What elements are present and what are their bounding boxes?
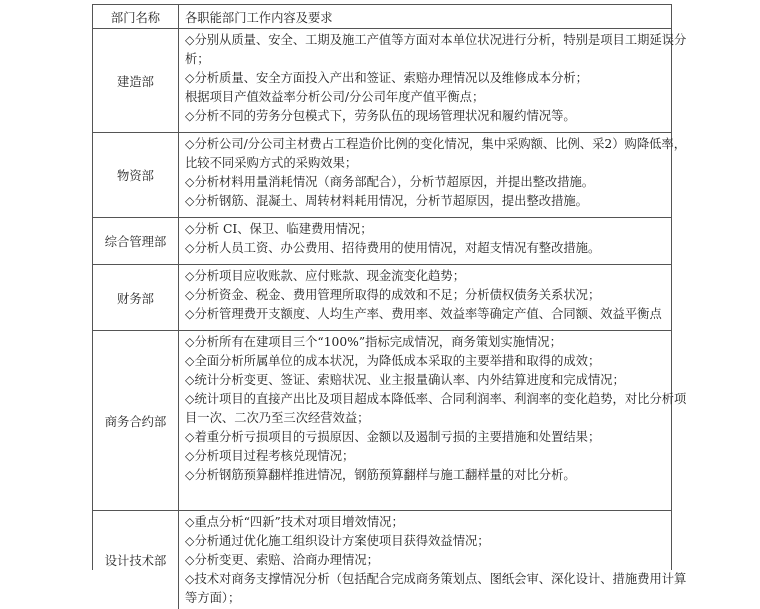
header-work-content: 各职能部门工作内容及要求 — [185, 10, 333, 25]
table-row — [93, 29, 687, 133]
requirement-line: ◇技术对商务支撑情况分析（包括配合完成商务策划点、图纸会审、深化设计、措施费用计算 — [185, 572, 687, 586]
requirement-line: 等方面）； — [185, 591, 241, 605]
requirement-line: ◇分析材料用量消耗情况（商务部配合），分析节超原因，并提出整改措施。 — [185, 175, 595, 189]
department-requirements — [179, 133, 692, 217]
requirement-line: ◇分析人员工资、办公费用、招待费用的使用情况，对超支情况有整改措施。 — [185, 241, 601, 255]
department-requirements — [179, 331, 692, 510]
table-row — [93, 265, 671, 331]
department-name: 建造部 — [93, 29, 179, 132]
requirement-line: ◇统计项目的直接产出比及项目超成本降低率、合同利润率、利润率的变化趋势，对比分析项 — [185, 392, 687, 406]
table-row — [93, 511, 687, 609]
requirement-line: ◇分析变更、索赔、洽商办理情况； — [185, 553, 379, 567]
requirement-line: ◇分析项目应收账款、应付账款、现金流变化趋势； — [185, 269, 465, 283]
header-department-name: 部门名称 — [93, 5, 179, 28]
requirement-line: ◇分析项目过程考核兑现情况； — [185, 449, 355, 463]
department-name: 物资部 — [93, 133, 179, 217]
department-name: 设计技术部 — [93, 511, 179, 609]
department-requirements — [179, 265, 671, 330]
table-row — [93, 331, 687, 511]
requirement-line: ◇重点分析“四新”技术对项目增效情况； — [185, 515, 404, 529]
requirement-line: ◇分析资金、税金、费用管理所取得的成效和不足；分析债权债务关系状况； — [185, 288, 601, 302]
department-name: 综合管理部 — [93, 218, 179, 264]
department-requirements-table — [92, 4, 687, 605]
requirement-line: 析； — [185, 52, 210, 66]
department-requirements — [179, 511, 692, 609]
requirement-line: 目一次、二次乃至三次经营效益； — [185, 411, 370, 425]
requirement-line: ◇分析质量、安全方面投入产出和签证、索赔办理情况以及维修成本分析； — [185, 71, 588, 85]
department-name: 财务部 — [93, 265, 179, 330]
requirement-line: ◇统计分析变更、签证、索赔状况、业主报量确认率、内外结算进度和完成情况； — [185, 373, 625, 387]
requirement-line: ◇分析公司/分公司主材费占工程造价比例的变化情况，集中采购额、比例、采2）购降低率， — [185, 137, 687, 151]
requirement-line: ◇分析 CI、保卫、临建费用情况； — [185, 222, 373, 236]
requirement-line: ◇全面分析所属单位的成本状况，为降低成本采取的主要举措和取得的成效； — [185, 354, 601, 368]
department-requirements — [179, 218, 671, 264]
requirement-line: ◇分析管理费开支额度、人均生产率、费用率、效益率等确定产值、合同额、效益平衡点 — [185, 307, 662, 321]
requirement-line: ◇分析所有在建项目三个“100%”指标完成情况，商务策划实施情况； — [185, 335, 562, 349]
table-row — [93, 133, 687, 218]
requirement-line: ◇分析钢筋、混凝土、周转材料耗用情况，分析节超原因，提出整改措施。 — [185, 194, 588, 208]
requirement-line: 根据项目产值效益率分析公司/分公司年度产值平衡点； — [185, 90, 485, 104]
requirement-line: ◇分别从质量、安全、工期及施工产值等方面对本单位状况进行分析，特别是项目工期延误分 — [185, 33, 687, 47]
requirement-line: ◇分析不同的劳务分包模式下，劳务队伍的现场管理状况和履约情况等。 — [185, 109, 576, 123]
table-header-row — [93, 5, 671, 29]
requirement-line: 比较不同采购方式的采购效果； — [185, 156, 358, 170]
department-name: 商务合约部 — [93, 331, 179, 510]
requirement-line: ◇分析钢筋预算翻样推进情况，钢筋预算翻样与施工翻样量的对比分析。 — [185, 468, 576, 482]
requirement-line: ◇着重分析亏损项目的亏损原因、金额以及遏制亏损的主要措施和处置结果； — [185, 430, 601, 444]
table-row — [93, 218, 671, 265]
department-requirements — [179, 29, 692, 132]
requirement-line: ◇分析通过优化施工组织设计方案使项目获得效益情况； — [185, 534, 490, 548]
